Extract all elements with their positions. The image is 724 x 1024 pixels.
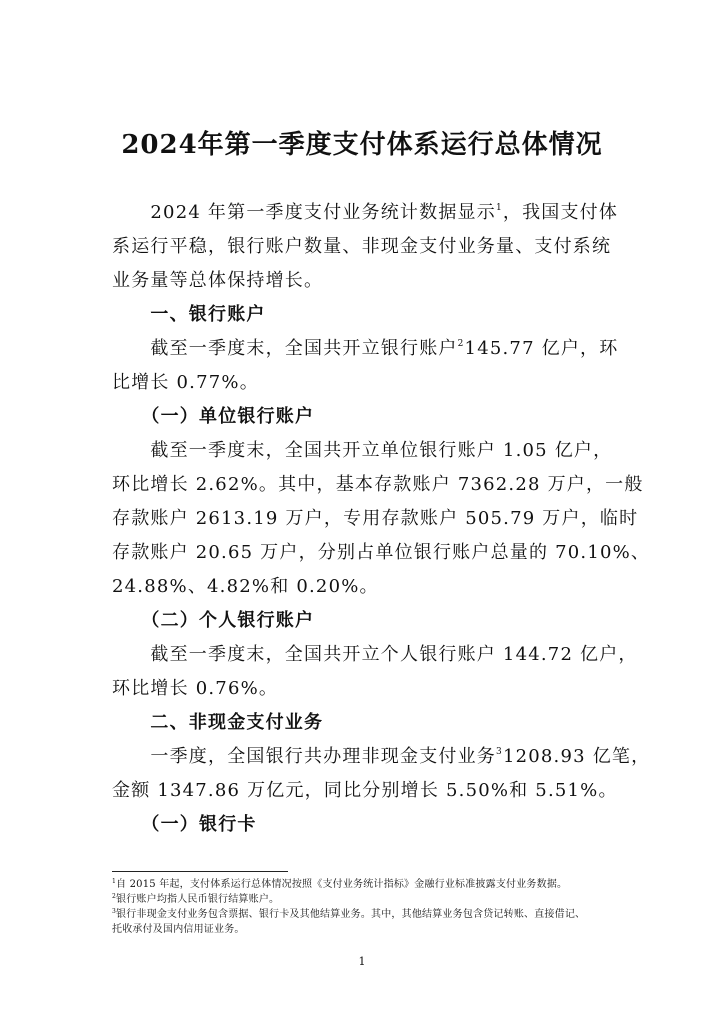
intro-line-1: [112, 196, 619, 230]
intro-text: 2024 年第一季度支付业务统计数据显示: [112, 202, 496, 223]
footnote-3-continued: 托收承付及国内信用证业务。: [112, 924, 245, 935]
footnote-ref-3[interactable]: 3: [496, 747, 503, 757]
subsection-heading-personal-accounts: （二）个人银行账户: [112, 610, 315, 631]
subsection-heading-bank-cards: （一）银行卡: [112, 814, 257, 835]
section2-line-2: 金额 1347.86 万亿元，同比分别增长 5.50%和 5.51%。: [112, 780, 618, 801]
intro-line-2: 系运行平稳，银行账户数量、非现金支付业务量、支付系统: [112, 236, 612, 257]
footnote-text: 银行非现金支付业务包含票据、银行卡及其他结算业务。其中，其他结算业务包含贷记转账、直接借记、: [116, 909, 586, 920]
section-heading-noncash-payments: 二、非现金支付业务: [112, 712, 324, 733]
intro-line-3: 业务量等总体保持增长。: [112, 270, 324, 291]
footnote-mark: 1: [112, 878, 117, 885]
section1-text: 145.77 亿户，环: [464, 338, 619, 359]
footnote-divider: [112, 871, 288, 872]
sub1-line: 截至一季度末，全国共开立单位银行账户 1.05 亿户，: [112, 440, 613, 461]
section1-line-2: 比增长 0.77%。: [112, 372, 259, 393]
footnote-2: [112, 893, 632, 907]
footnote-3: [112, 908, 632, 922]
sub2-line: 环比增长 0.76%。: [112, 678, 279, 699]
section1-line-1: [112, 332, 619, 366]
footnote-mark: 3: [112, 908, 117, 915]
footnote-text: 银行账户均指人民币银行结算账户。: [116, 894, 280, 905]
intro-text: ，我国支付体: [502, 202, 619, 223]
footnote-ref-1[interactable]: 1: [495, 203, 503, 213]
footnote-1: [112, 878, 632, 892]
subsection-heading-unit-accounts: （一）单位银行账户: [112, 406, 315, 427]
sub2-line: 截至一季度末，全国共开立个人银行账户 144.72 亿户，: [112, 644, 638, 665]
document-title: 2024年第一季度支付体系运行总体情况: [121, 130, 603, 160]
footnote-text: 自 2015 年起，支付体系运行总体情况按照《支付业务统计指标》金融行业标准披露支付业务数据。: [116, 879, 568, 890]
sub1-line: 存款账户 20.65 万户，分别占单位银行账户总量的 70.10%、: [112, 542, 651, 563]
section1-text: 截至一季度末，全国共开立银行账户: [112, 338, 458, 359]
page-number: 1: [358, 955, 366, 968]
section2-text: 1208.93 亿笔，: [502, 746, 651, 767]
footnote-ref-2[interactable]: 2: [457, 339, 465, 349]
sub1-line: 24.88%、4.82%和 0.20%。: [112, 576, 379, 597]
sub1-line: 存款账户 2613.19 万户，专用存款账户 505.79 万户，临时: [112, 508, 639, 529]
section-heading-bank-accounts: 一、银行账户: [112, 304, 266, 325]
section2-line-1: [112, 740, 651, 774]
footnote-mark: 2: [112, 893, 117, 900]
section2-text: 一季度，全国银行共办理非现金支付业务: [112, 746, 496, 767]
sub1-line: 环比增长 2.62%。其中，基本存款账户 7362.28 万户，一般: [112, 474, 644, 495]
